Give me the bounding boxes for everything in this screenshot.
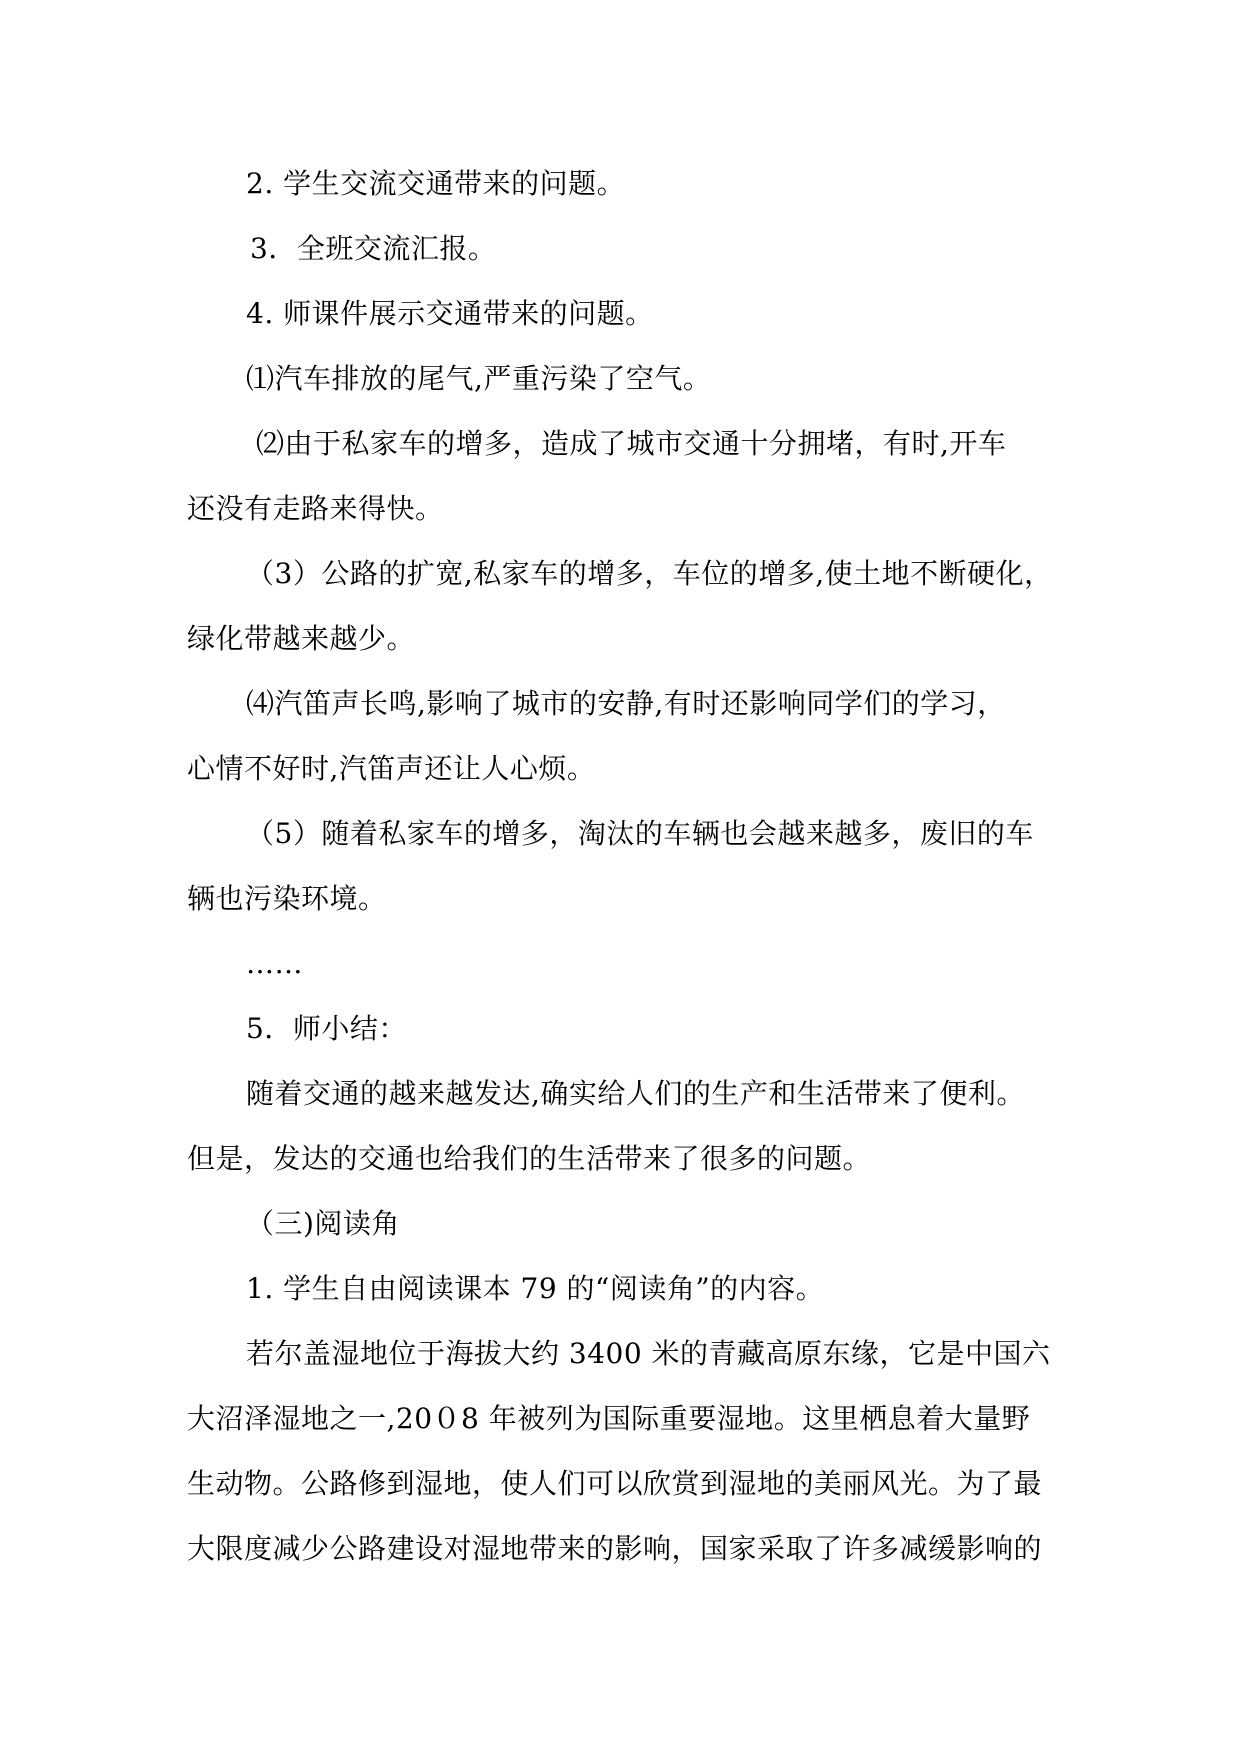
paragraph-line: （5）随着私家车的增多，淘汰的车辆也会越来越多，废旧的车 bbox=[246, 817, 1034, 850]
paragraph-line: 还没有走路来得快。 bbox=[187, 492, 444, 525]
paragraph-line: 1. 学生自由阅读课本 79 的“阅读角”的内容。 bbox=[246, 1272, 825, 1305]
paragraph-line: ⑷汽笛声长鸣,影响了城市的安静,有时还影响同学们的学习， bbox=[246, 687, 1006, 720]
paragraph-line: 4. 师课件展示交通带来的问题。 bbox=[246, 297, 654, 330]
paragraph-line: 3．全班交流汇报。 bbox=[250, 232, 497, 265]
paragraph-line: 大限度减少公路建设对湿地带来的影响，国家采取了许多减缓影响的 bbox=[187, 1532, 1043, 1565]
paragraph-line: 但是，发达的交通也给我们的生活带来了很多的问题。 bbox=[187, 1142, 872, 1175]
paragraph-line: 随着交通的越来越发达,确实给人们的生产和生活带来了便利。 bbox=[246, 1077, 1025, 1110]
paragraph-line: 5．师小结： bbox=[246, 1012, 407, 1045]
paragraph-line: 辆也污染环境。 bbox=[187, 882, 387, 915]
paragraph-line: 大沼泽湿地之一,20０8 年被列为国际重要湿地。这里栖息着大量野 bbox=[187, 1402, 1031, 1435]
paragraph-line: 2. 学生交流交通带来的问题。 bbox=[246, 167, 626, 200]
paragraph-line: 生动物。公路修到湿地，使人们可以欣赏到湿地的美丽风光。为了最 bbox=[187, 1467, 1043, 1500]
paragraph-line: 绿化带越来越少。 bbox=[187, 622, 416, 655]
paragraph-line: ⑴汽车排放的尾气,严重污染了空气。 bbox=[246, 362, 712, 395]
section-heading: （三)阅读角 bbox=[246, 1207, 400, 1240]
ellipsis-line: …… bbox=[246, 947, 303, 980]
paragraph-line: 心情不好时,汽笛声还让人心烦。 bbox=[187, 752, 596, 785]
paragraph-line: ⑵由于私家车的增多，造成了城市交通十分拥堵，有时,开车 bbox=[256, 427, 1007, 460]
paragraph-line: 若尔盖湿地位于海拔大约 3400 米的青藏高原东缘，它是中国六 bbox=[246, 1337, 1051, 1370]
paragraph-line: （3）公路的扩宽,私家车的增多，车位的增多,使土地不断硬化， bbox=[246, 557, 1053, 590]
